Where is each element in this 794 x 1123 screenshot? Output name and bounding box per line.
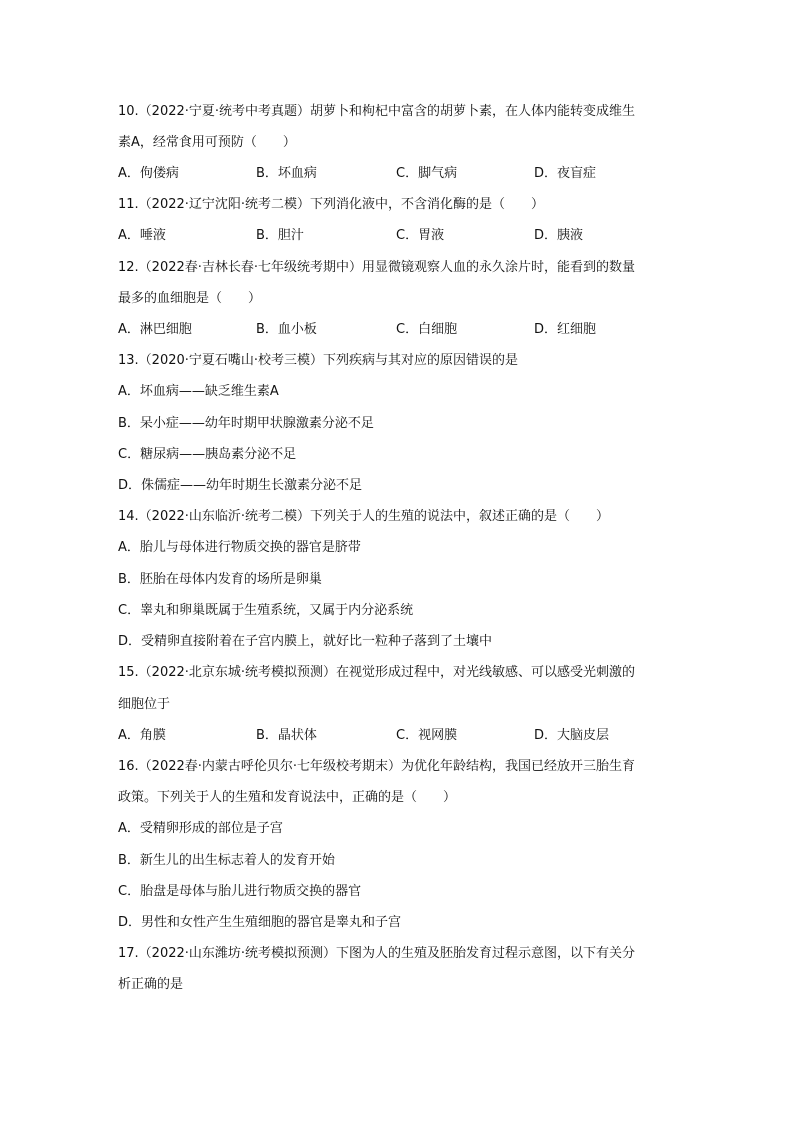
question-14-option-c: C．睾丸和卵巢既属于生殖系统，又属于内分泌系统: [118, 603, 414, 618]
question-10-option-d: D．夜盲症: [534, 166, 597, 181]
question-15-option-c: C．视网膜: [396, 728, 458, 743]
question-10-option-b: B．坏血病: [256, 166, 317, 181]
question-14-option-b: B．胚胎在母体内发育的场所是卵巢: [118, 572, 322, 587]
question-17-stem-line-1: 17.（2022·山东潍坊·统考模拟预测）下图为人的生殖及胚胎发育过程示意图，以下有关分: [118, 946, 636, 961]
question-13-option-c: C．糖尿病——胰岛素分泌不足: [118, 447, 297, 462]
question-12-stem-line-2: 最多的血细胞是（ ）: [118, 291, 262, 306]
question-17-stem-line-2: 析正确的是: [118, 977, 184, 992]
question-16-option-c: C．胎盘是母体与胎儿进行物质交换的器官: [118, 884, 362, 899]
question-15-option-b: B．晶状体: [256, 728, 317, 743]
question-14-option-d: D．受精卵直接附着在子宫内膜上，就好比一粒种子落到了土壤中: [118, 634, 493, 649]
question-15-option-d: D．大脑皮层: [534, 728, 610, 743]
question-12-option-b: B．血小板: [256, 322, 317, 337]
question-12-option-c: C．白细胞: [396, 322, 458, 337]
question-15-option-a: A．角膜: [118, 728, 166, 743]
question-16-stem-line-1: 16.（2022春·内蒙古呼伦贝尔·七年级校考期末）为优化年龄结构，我国已经放开三胎生育: [118, 759, 636, 774]
question-16-option-d: D．男性和女性产生生殖细胞的器官是睾丸和子宫: [118, 915, 402, 930]
question-13-option-b: B．呆小症——幼年时期甲状腺激素分泌不足: [118, 416, 374, 431]
question-11-stem-line-1: 11.（2022·辽宁沈阳·统考二模）下列消化液中，不含消化酶的是（ ）: [118, 197, 545, 212]
question-10-option-c: C．脚气病: [396, 166, 458, 181]
question-10-option-a: A．佝偻病: [118, 166, 179, 181]
question-11-option-a: A．唾液: [118, 228, 166, 243]
question-12-option-d: D．红细胞: [534, 322, 597, 337]
question-10-options: [118, 166, 678, 182]
question-13-option-a: A．坏血病——缺乏维生素A: [118, 384, 279, 399]
question-11-option-b: B．胆汁: [256, 228, 304, 243]
question-11-options: [118, 228, 678, 244]
question-16-stem-line-2: 政策。下列关于人的生殖和发育说法中，正确的是（ ）: [118, 790, 457, 805]
question-15-stem-line-1: 15.（2022·北京东城·统考模拟预测）在视觉形成过程中，对光线敏感、可以感受光刺激的: [118, 665, 636, 680]
question-10-stem-line-1: 10.（2022·宁夏·统考中考真题）胡萝卜和枸杞中富含的胡萝卜素，在人体内能转变成维生: [118, 104, 636, 119]
question-10-stem-line-2: 素A，经常食用可预防（ ）: [118, 135, 296, 150]
question-16-option-a: A．受精卵形成的部位是子宫: [118, 821, 283, 836]
question-11-option-d: D．胰液: [534, 228, 584, 243]
question-14-option-a: A．胎儿与母体进行物质交换的器官是脐带: [118, 540, 361, 555]
question-13-option-d: D．侏儒症——幼年时期生长激素分泌不足: [118, 478, 363, 493]
question-13-stem-line-1: 13.（2020·宁夏石嘴山·校考三模）下列疾病与其对应的原因错误的是: [118, 353, 519, 368]
question-15-stem-line-2: 细胞位于: [118, 697, 171, 712]
question-15-options: [118, 728, 678, 744]
question-16-option-b: B．新生儿的出生标志着人的发育开始: [118, 853, 335, 868]
question-12-option-a: A．淋巴细胞: [118, 322, 192, 337]
question-12-options: [118, 322, 678, 338]
question-11-option-c: C．胃液: [396, 228, 445, 243]
question-14-stem-line-1: 14.（2022·山东临沂·统考二模）下列关于人的生殖的说法中，叙述正确的是（ ）: [118, 509, 610, 524]
question-12-stem-line-1: 12.（2022春·吉林长春·七年级统考期中）用显微镜观察人血的永久涂片时，能看到的数量: [118, 260, 636, 275]
